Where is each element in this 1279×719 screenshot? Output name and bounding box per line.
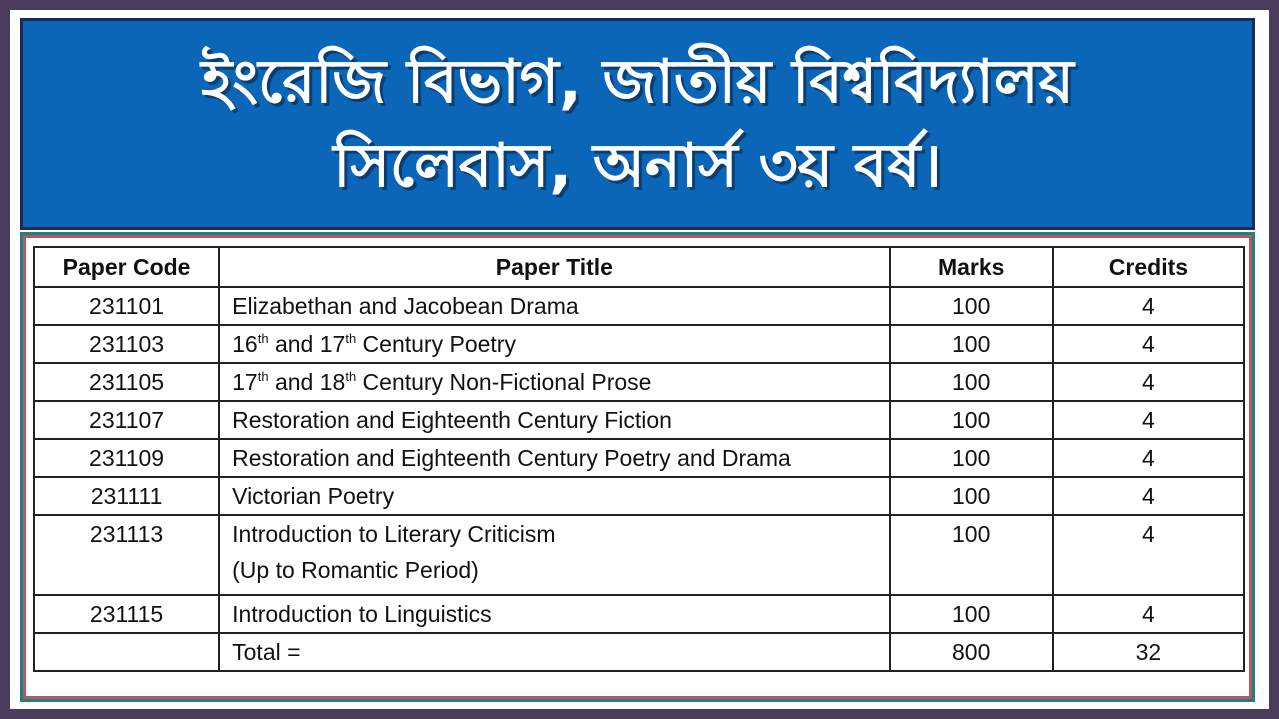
paper-code-cell: 231113	[34, 515, 219, 595]
total-marks: 800	[890, 633, 1053, 671]
banner-title-line-2: সিলেবাস, অনার্স ৩য় বর্ষ।	[333, 131, 942, 201]
table-header-row	[34, 247, 1244, 287]
header-paper-title: Paper Title	[219, 247, 889, 287]
marks-cell: 100	[890, 325, 1053, 363]
paper-code-cell: 231101	[34, 287, 219, 325]
title-part: and 17	[268, 331, 346, 357]
paper-title-cell	[219, 363, 889, 401]
title-banner	[20, 18, 1255, 230]
ordinal-suffix: th	[257, 369, 269, 384]
header-marks: Marks	[890, 247, 1053, 287]
table-row	[34, 595, 1244, 633]
table-row	[34, 439, 1244, 477]
paper-title-cell: Restoration and Eighteenth Century Fiction	[219, 401, 889, 439]
credits-cell: 4	[1053, 287, 1244, 325]
marks-cell: 100	[890, 363, 1053, 401]
marks-cell: 100	[890, 401, 1053, 439]
header-paper-code: Paper Code	[34, 247, 219, 287]
empty-code-cell	[34, 633, 219, 671]
paper-code-cell: 231107	[34, 401, 219, 439]
title-part: 17	[232, 369, 258, 395]
credits-cell: 4	[1053, 401, 1244, 439]
title-line-1: Introduction to Literary Criticism	[232, 521, 556, 547]
paper-code-cell: 231103	[34, 325, 219, 363]
paper-code-cell: 231115	[34, 595, 219, 633]
paper-title-cell: Victorian Poetry	[219, 477, 889, 515]
table-row	[34, 401, 1244, 439]
ordinal-suffix: th	[345, 331, 357, 346]
marks-cell: 100	[890, 595, 1053, 633]
title-part: Century Non-Fictional Prose	[356, 369, 652, 395]
credits-cell: 4	[1053, 515, 1244, 595]
credits-cell: 4	[1053, 595, 1244, 633]
table-row	[34, 515, 1244, 595]
total-row	[34, 633, 1244, 671]
ordinal-suffix: th	[257, 331, 269, 346]
paper-code-cell: 231111	[34, 477, 219, 515]
title-part: and 18	[268, 369, 346, 395]
table-row	[34, 325, 1244, 363]
title-line-2: (Up to Romantic Period)	[232, 557, 479, 583]
marks-cell: 100	[890, 439, 1053, 477]
syllabus-table	[33, 246, 1245, 672]
credits-cell: 4	[1053, 325, 1244, 363]
table-row	[34, 363, 1244, 401]
total-label: Total =	[219, 633, 889, 671]
credits-cell: 4	[1053, 439, 1244, 477]
paper-code-cell: 231109	[34, 439, 219, 477]
paper-title-cell: Elizabethan and Jacobean Drama	[219, 287, 889, 325]
credits-cell: 4	[1053, 363, 1244, 401]
paper-title-cell: Restoration and Eighteenth Century Poetry and Drama	[219, 439, 889, 477]
banner-title-line-1: ইংরেজি বিভাগ, জাতীয় বিশ্ববিদ্যালয়	[201, 47, 1074, 117]
title-part: Century Poetry	[356, 331, 516, 357]
paper-title-cell	[219, 325, 889, 363]
page-frame	[10, 10, 1269, 709]
paper-title-cell	[219, 515, 889, 595]
header-credits: Credits	[1053, 247, 1244, 287]
total-credits: 32	[1053, 633, 1244, 671]
table-row	[34, 287, 1244, 325]
marks-cell: 100	[890, 287, 1053, 325]
ordinal-suffix: th	[345, 369, 357, 384]
paper-title-cell: Introduction to Linguistics	[219, 595, 889, 633]
marks-cell: 100	[890, 477, 1053, 515]
paper-code-cell: 231105	[34, 363, 219, 401]
credits-cell: 4	[1053, 477, 1244, 515]
syllabus-table-frame	[20, 232, 1255, 702]
title-part: 16	[232, 331, 258, 357]
marks-cell: 100	[890, 515, 1053, 595]
table-row	[34, 477, 1244, 515]
